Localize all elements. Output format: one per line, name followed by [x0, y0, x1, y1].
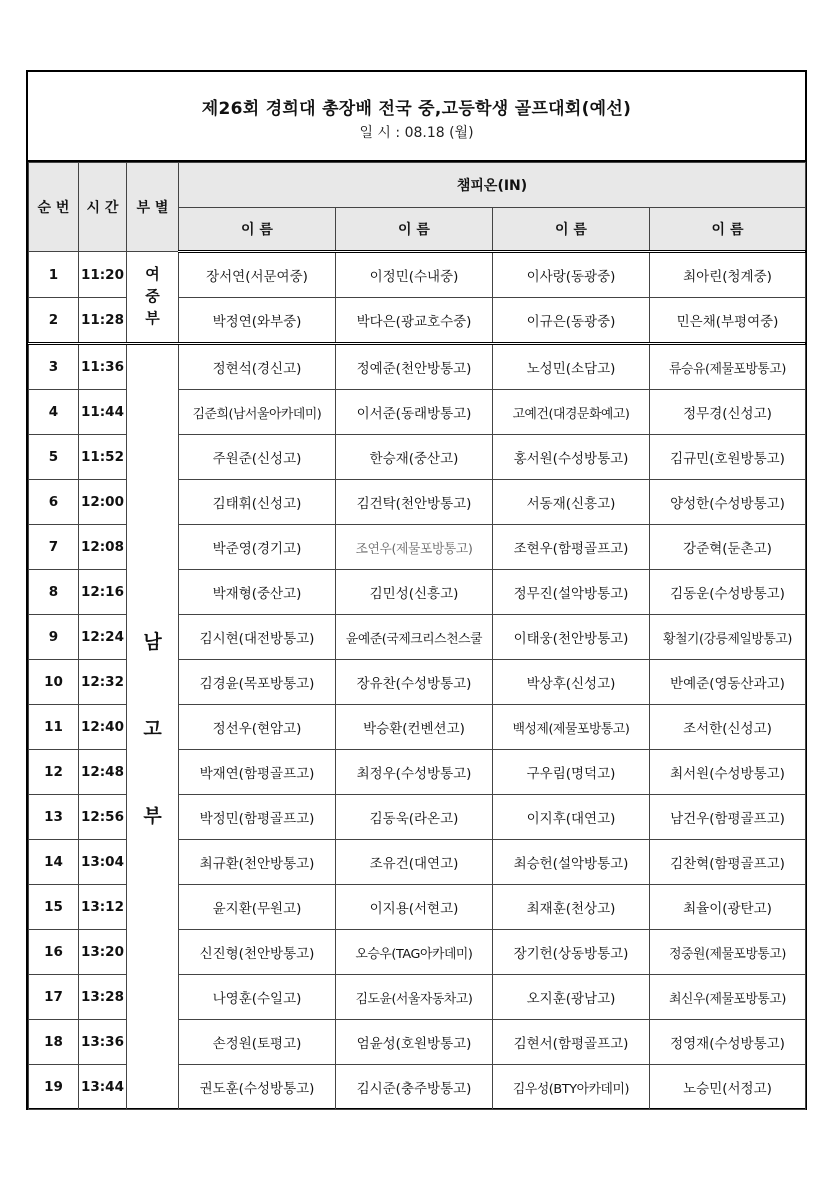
player-name: 최신우(제물포방통고): [650, 975, 806, 1020]
row-number: 9: [29, 615, 79, 660]
player-name: 노성민(소담고): [493, 344, 650, 390]
player-name: 조연우(제물포방통고): [336, 525, 493, 570]
division-char: 부: [145, 308, 160, 327]
player-name: 박정연(와부중): [179, 298, 336, 344]
page-title: 제26회 경희대 총장배 전국 중,고등학생 골프대회(예선): [201, 99, 632, 119]
player-name: 김규민(호원방통고): [650, 435, 806, 480]
division-char: 중: [145, 287, 160, 306]
player-name: 김시현(대전방통고): [179, 615, 336, 660]
player-name: 최규환(천안방통고): [179, 840, 336, 885]
row-number: 4: [29, 390, 79, 435]
header-number: 순 번: [29, 163, 79, 252]
division-char: 부: [143, 804, 162, 827]
player-name: 박재연(함평골프고): [179, 750, 336, 795]
player-name: 김도윤(서울자동차고): [336, 975, 493, 1020]
tee-time-sheet: [26, 70, 807, 1110]
player-name: 김경윤(목포방통고): [179, 660, 336, 705]
player-name: 장기헌(상동방통고): [493, 930, 650, 975]
player-name: 김건탁(천안방통고): [336, 480, 493, 525]
player-name: 최율이(광탄고): [650, 885, 806, 930]
tee-time: 13:44: [79, 1065, 127, 1110]
player-name: 손정원(토평고): [179, 1020, 336, 1065]
player-name: 남건우(함평골프고): [650, 795, 806, 840]
player-name: 주원준(신성고): [179, 435, 336, 480]
player-name: 김준희(남서울아카데미): [179, 390, 336, 435]
row-number: 15: [29, 885, 79, 930]
tee-time: 12:00: [79, 480, 127, 525]
player-name: 정예준(천안방통고): [336, 344, 493, 390]
header-course-group: 챔피온(IN): [179, 163, 806, 208]
player-name: 서동재(신흥고): [493, 480, 650, 525]
player-name: 정현석(경신고): [179, 344, 336, 390]
tee-time: 13:12: [79, 885, 127, 930]
event-date: 일 시 : 08.18 (월): [359, 125, 474, 141]
player-name: 김동욱(라온고): [336, 795, 493, 840]
row-number: 14: [29, 840, 79, 885]
player-name: 김민성(신흥고): [336, 570, 493, 615]
table-row: [29, 344, 806, 390]
row-number: 16: [29, 930, 79, 975]
player-name: 정중원(제물포방통고): [650, 930, 806, 975]
player-name: 윤예준(국제크리스천스쿨: [336, 615, 493, 660]
player-name: 신진형(천안방통고): [179, 930, 336, 975]
player-name: 반예준(영동산과고): [650, 660, 806, 705]
player-name: 백성제(제물포방통고): [493, 705, 650, 750]
header-name-3: 이 름: [493, 208, 650, 252]
player-name: 정무진(설악방통고): [493, 570, 650, 615]
player-name: 박정민(함평골프고): [179, 795, 336, 840]
division-char: 남: [143, 630, 162, 653]
tee-time: 12:08: [79, 525, 127, 570]
player-name: 오지훈(광남고): [493, 975, 650, 1020]
player-name: 이서준(동래방통고): [336, 390, 493, 435]
player-name: 장유찬(수성방통고): [336, 660, 493, 705]
player-name: 황철기(강릉제일방통고): [650, 615, 806, 660]
player-name: 엄윤성(호원방통고): [336, 1020, 493, 1065]
tee-time: 11:44: [79, 390, 127, 435]
player-name: 최아린(청계중): [650, 252, 806, 298]
tee-time: 13:04: [79, 840, 127, 885]
player-name: 이지후(대연고): [493, 795, 650, 840]
player-name: 양성한(수성방통고): [650, 480, 806, 525]
player-name: 최서원(수성방통고): [650, 750, 806, 795]
player-name: 김우성(BTY아카데미): [493, 1065, 650, 1110]
player-name: 이규은(동광중): [493, 298, 650, 344]
player-name: 김태휘(신성고): [179, 480, 336, 525]
player-name: 박재형(중산고): [179, 570, 336, 615]
player-name: 최재훈(천상고): [493, 885, 650, 930]
row-number: 17: [29, 975, 79, 1020]
player-name: 김동운(수성방통고): [650, 570, 806, 615]
row-number: 18: [29, 1020, 79, 1065]
tee-time: 12:56: [79, 795, 127, 840]
tee-time: 13:28: [79, 975, 127, 1020]
tee-time: 13:20: [79, 930, 127, 975]
player-name: 최승헌(설악방통고): [493, 840, 650, 885]
header-name-4: 이 름: [650, 208, 806, 252]
tee-time: 13:36: [79, 1020, 127, 1065]
table-body: [29, 252, 806, 1110]
row-number: 11: [29, 705, 79, 750]
table-row: [29, 252, 806, 298]
player-name: 장서연(서문여중): [179, 252, 336, 298]
tee-time: 12:32: [79, 660, 127, 705]
header-time: 시 간: [79, 163, 127, 252]
player-name: 박승환(컨벤션고): [336, 705, 493, 750]
player-name: 민은채(부평여중): [650, 298, 806, 344]
tee-time: 11:28: [79, 298, 127, 344]
player-name: 박다은(광교호수중): [336, 298, 493, 344]
player-name: 류승유(제물포방통고): [650, 344, 806, 390]
player-name: 윤지환(무원고): [179, 885, 336, 930]
player-name: 나영훈(수일고): [179, 975, 336, 1020]
row-number: 7: [29, 525, 79, 570]
player-name: 김현서(함평골프고): [493, 1020, 650, 1065]
tee-time: 11:36: [79, 344, 127, 390]
player-name: 오승우(TAG아카데미): [336, 930, 493, 975]
player-name: 고예건(대경문화예고): [493, 390, 650, 435]
row-number: 5: [29, 435, 79, 480]
tee-time: 12:48: [79, 750, 127, 795]
header-name-1: 이 름: [179, 208, 336, 252]
player-name: 김찬혁(함평골프고): [650, 840, 806, 885]
player-name: 홍서원(수성방통고): [493, 435, 650, 480]
title-box: [28, 72, 805, 162]
player-name: 정무경(신성고): [650, 390, 806, 435]
player-name: 조유건(대연고): [336, 840, 493, 885]
row-number: 10: [29, 660, 79, 705]
row-number: 12: [29, 750, 79, 795]
player-name: 최정우(수성방통고): [336, 750, 493, 795]
player-name: 이사랑(동광중): [493, 252, 650, 298]
division-boys-high: [127, 344, 179, 1110]
player-name: 조현우(함평골프고): [493, 525, 650, 570]
player-name: 정선우(현암고): [179, 705, 336, 750]
division-char: 여: [145, 265, 160, 284]
row-number: 19: [29, 1065, 79, 1110]
tee-time: 12:24: [79, 615, 127, 660]
player-name: 강준혁(둔촌고): [650, 525, 806, 570]
player-name: 권도훈(수성방통고): [179, 1065, 336, 1110]
player-name: 정영재(수성방통고): [650, 1020, 806, 1065]
player-name: 이정민(수내중): [336, 252, 493, 298]
player-name: 조서한(신성고): [650, 705, 806, 750]
player-name: 이지용(서현고): [336, 885, 493, 930]
player-name: 박상후(신성고): [493, 660, 650, 705]
header-division: 부 별: [127, 163, 179, 252]
division-girls-middle: [127, 252, 179, 344]
row-number: 2: [29, 298, 79, 344]
player-name: 박준영(경기고): [179, 525, 336, 570]
row-number: 1: [29, 252, 79, 298]
header-name-2: 이 름: [336, 208, 493, 252]
row-number: 3: [29, 344, 79, 390]
division-char: 고: [143, 717, 162, 740]
player-name: 노승민(서정고): [650, 1065, 806, 1110]
player-name: 구우림(명덕고): [493, 750, 650, 795]
player-name: 김시준(충주방통고): [336, 1065, 493, 1110]
row-number: 8: [29, 570, 79, 615]
tee-time: 11:52: [79, 435, 127, 480]
row-number: 6: [29, 480, 79, 525]
tee-time: 12:16: [79, 570, 127, 615]
player-name: 한승재(중산고): [336, 435, 493, 480]
tee-time: 12:40: [79, 705, 127, 750]
tee-time-table: [28, 162, 806, 1110]
row-number: 13: [29, 795, 79, 840]
tee-time: 11:20: [79, 252, 127, 298]
player-name: 이태웅(천안방통고): [493, 615, 650, 660]
